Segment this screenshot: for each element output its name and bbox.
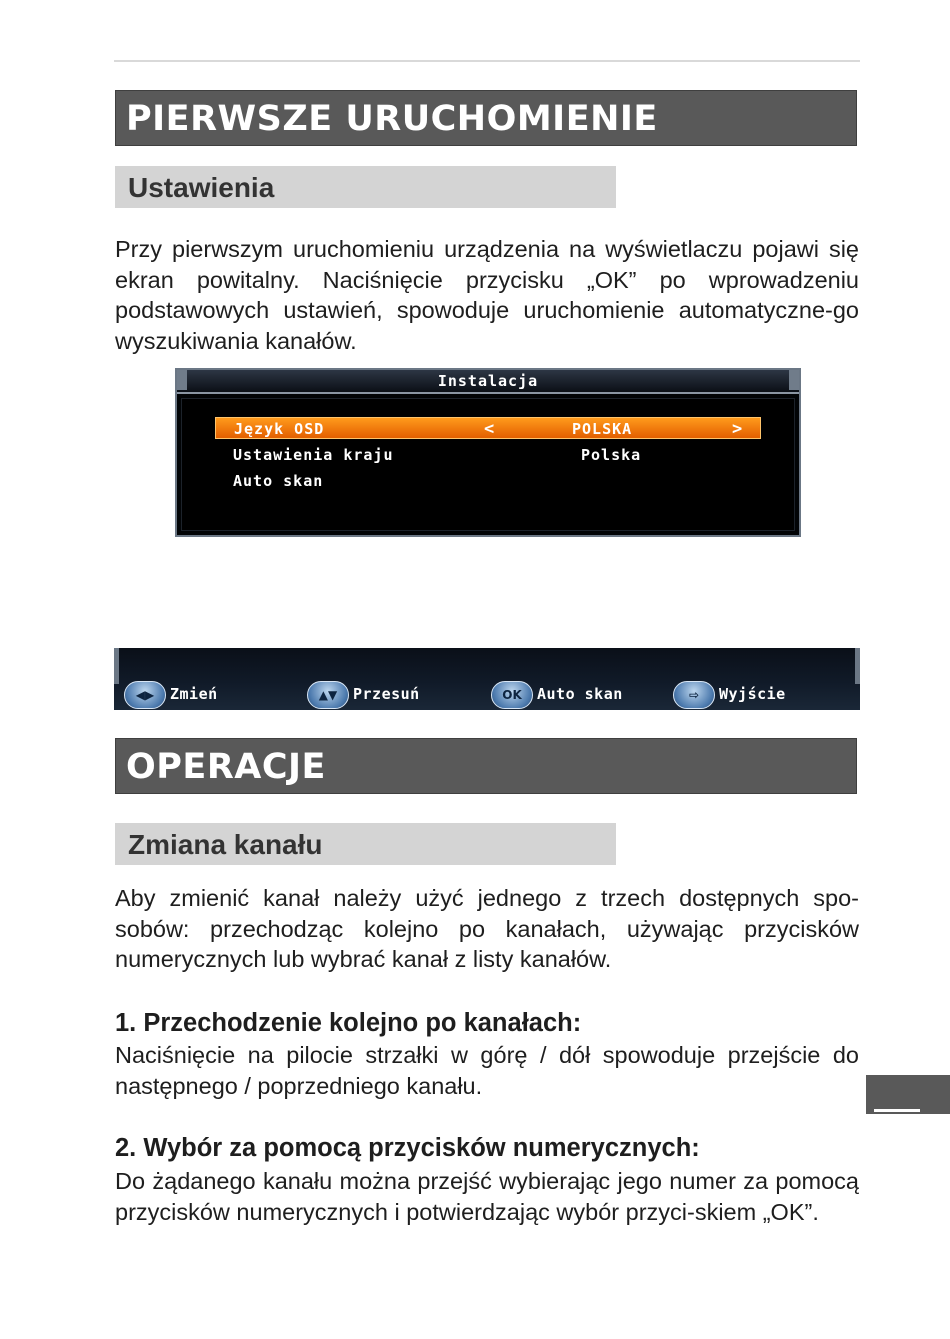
item2-heading: 2. Wybór za pomocą przycisków numerycznych: xyxy=(115,1134,700,1162)
help-label: Przesuń xyxy=(353,685,420,703)
settings-paragraph: Przy pierwszym uruchomieniu urządzenia na wyświetlaczu pojawi się ekran powitalny. Naciśnięcie przycisku „OK” po wprowadzeniu podstawowych ustawień, spowoduje uruchomienie automatyczne-go wyszukiwania kanałów. xyxy=(115,236,859,354)
help-label: Auto skan xyxy=(537,685,623,703)
left-right-arrows-icon: ◀▶ xyxy=(124,681,166,709)
up-down-arrows-icon: ▲▼ xyxy=(307,681,349,709)
osd-row-country[interactable] xyxy=(215,444,761,466)
helpbar-edge-right xyxy=(855,648,860,684)
osd-row-value: Polska xyxy=(581,446,642,464)
osd-install-screen xyxy=(175,368,801,537)
osd-row-label: Ustawienia kraju xyxy=(233,446,394,464)
chevron-right-icon[interactable]: > xyxy=(732,419,744,439)
side-tab-line xyxy=(874,1109,920,1112)
page-side-tab xyxy=(866,1075,950,1114)
osd-row-language[interactable] xyxy=(215,417,761,439)
subsection-title: Ustawienia xyxy=(128,172,275,203)
subsection-title: Zmiana kanału xyxy=(128,829,323,860)
item2-text: Do żądanego kanału można przejść wybierając jego numer za pomocą przycisków numerycznych i potwierdzając wybór przyci-skiem „OK”. xyxy=(115,1168,859,1225)
osd-title: Instalacja xyxy=(437,372,539,390)
channel-change-paragraph: Aby zmienić kanał należy użyć jednego z trzech dostępnych spo-sobów: przechodząc kolejno po kanałach, używając przycisków numerycznych lub wybrać kanał z listy kanałów. xyxy=(115,885,859,972)
osd-row-autoscan[interactable] xyxy=(215,470,761,492)
helpbar-edge-left xyxy=(114,648,119,684)
osd-row-label: Auto skan xyxy=(233,472,324,490)
item1-text: Naciśnięcie na pilocie strzałki w górę / dół spowoduje przejście do następnego / poprzedniego kanału. xyxy=(115,1042,859,1099)
osd-help-bar xyxy=(114,648,860,710)
chevron-left-icon[interactable]: < xyxy=(484,419,496,439)
section-title: OPERACJE xyxy=(126,747,326,787)
osd-row-label: Język OSD xyxy=(234,420,325,438)
ok-icon: OK xyxy=(491,681,533,709)
subsection-banner-channel-change xyxy=(115,823,616,865)
osd-titlebar xyxy=(177,370,799,394)
section-banner-first-start xyxy=(115,90,857,146)
top-rule xyxy=(114,60,860,62)
item1-heading: 1. Przechodzenie kolejno po kanałach: xyxy=(115,1009,582,1037)
help-label: Wyjście xyxy=(719,685,786,703)
subsection-banner-settings xyxy=(115,166,616,208)
section-title: PIERWSZE URUCHOMIENIE xyxy=(126,99,658,139)
section-banner-operations xyxy=(115,738,857,794)
osd-row-value: POLSKA xyxy=(572,420,633,438)
help-label: Zmień xyxy=(170,685,218,703)
exit-icon: ⇨ xyxy=(673,681,715,709)
